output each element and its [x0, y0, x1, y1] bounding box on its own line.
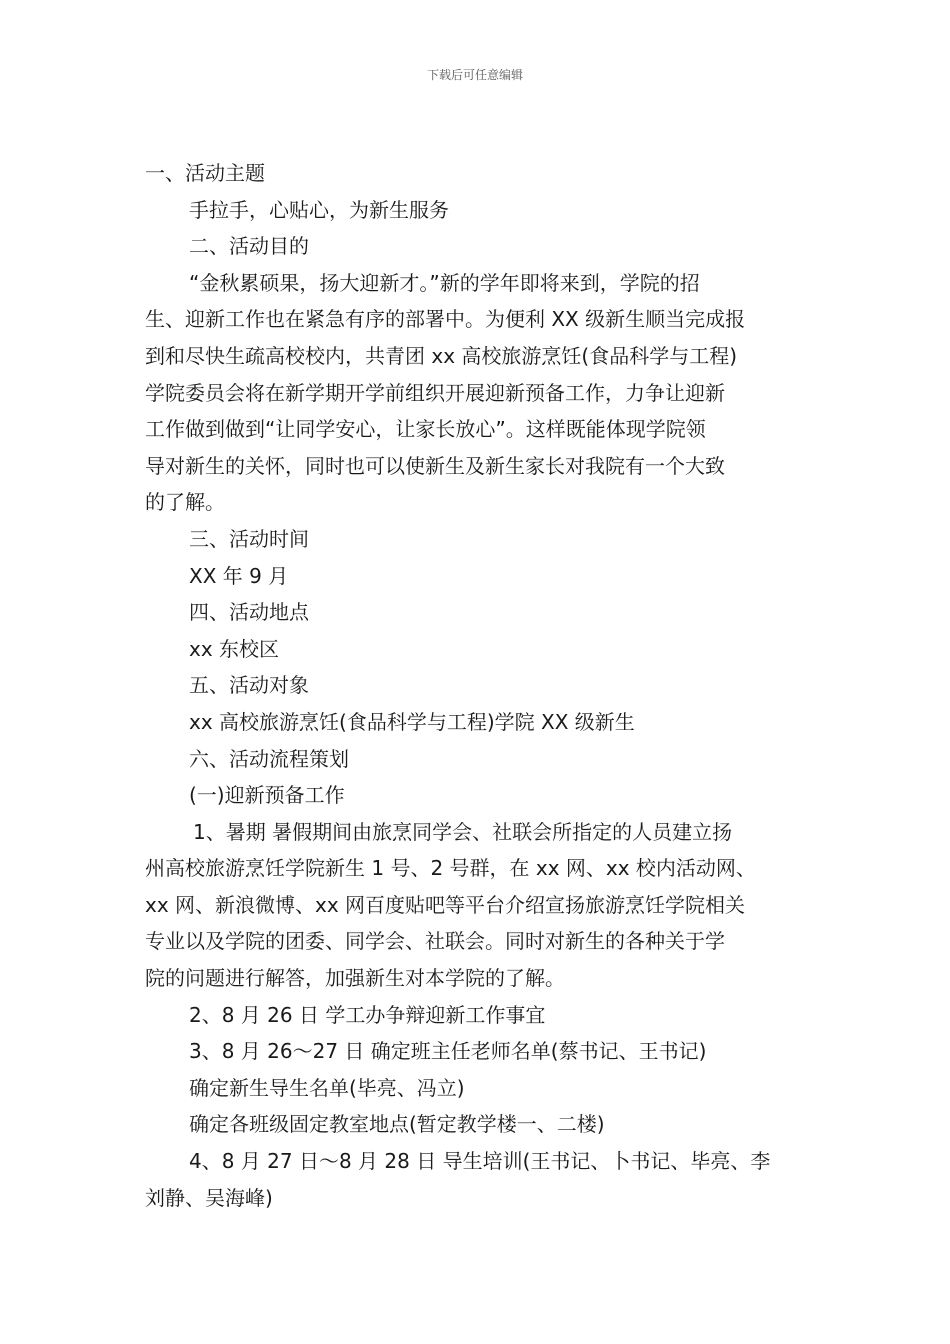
paragraph-line: 院的问题进行解答，加强新生对本学院的了解。: [145, 966, 565, 991]
subsection-heading: (一)迎新预备工作: [189, 783, 345, 808]
paragraph-line: 刘静、吴海峰): [145, 1185, 273, 1210]
paragraph-line: “金秋累硕果，扬大迎新才。”新的学年即将来到，学院的招: [189, 270, 700, 295]
section-heading-target: 五、活动对象: [189, 673, 309, 698]
paragraph-line: xx 东校区: [189, 636, 280, 661]
paragraph-line: XX 年 9 月: [189, 563, 289, 588]
section-heading-location: 四、活动地点: [189, 600, 309, 625]
paragraph-line: 确定各班级固定教室地点(暂定教学楼一、二楼): [189, 1112, 605, 1137]
section-heading-purpose: 二、活动目的: [189, 234, 309, 259]
paragraph-line: 的了解。: [145, 490, 225, 515]
paragraph-line: 确定新生导生名单(毕亮、冯立): [189, 1075, 465, 1100]
paragraph-line: xx 高校旅游烹饪(食品科学与工程)学院 XX 级新生: [189, 709, 635, 734]
paragraph-line: 工作做到做到“让同学安心，让家长放心”。这样既能体现学院领: [145, 417, 706, 442]
section-heading-process: 六、活动流程策划: [189, 746, 349, 771]
paragraph-line: 4、8 月 27 日～8 月 28 日 导生培训(王书记、卜书记、毕亮、李: [189, 1149, 771, 1174]
paragraph-line: 手拉手，心贴心，为新生服务: [189, 197, 449, 222]
paragraph-line: 3、8 月 26～27 日 确定班主任老师名单(蔡书记、王书记): [189, 1039, 707, 1064]
paragraph-line: 导对新生的关怀，同时也可以使新生及新生家长对我院有一个大致: [145, 453, 725, 478]
page-header: 下载后可任意编辑: [426, 68, 523, 82]
section-heading-theme: 一、活动主题: [145, 161, 265, 185]
paragraph-line: 学院委员会将在新学期开学前组织开展迎新预备工作，力争让迎新: [145, 380, 725, 405]
section-heading-time: 三、活动时间: [189, 526, 309, 551]
document-body: [145, 155, 825, 1216]
paragraph-line: 州高校旅游烹饪学院新生 1 号、2 号群，在 xx 网、xx 校内活动网、: [145, 856, 756, 881]
paragraph-line: 1、暑期 暑假期间由旅烹同学会、社联会所指定的人员建立扬: [193, 819, 733, 844]
paragraph-line: 生、迎新工作也在紧急有序的部署中。为便利 XX 级新生顺当完成报: [145, 307, 746, 332]
paragraph-line: 专业以及学院的团委、同学会、社联会。同时对新生的各种关于学: [145, 929, 725, 954]
paragraph-line: xx 网、新浪微博、xx 网百度贴吧等平台介绍宣扬旅游烹饪学院相关: [145, 892, 746, 917]
paragraph-line: 到和尽快生疏高校校内，共青团 xx 高校旅游烹饪(食品科学与工程): [145, 343, 737, 368]
paragraph-line: 2、8 月 26 日 学工办争辩迎新工作事宜: [189, 1002, 546, 1027]
